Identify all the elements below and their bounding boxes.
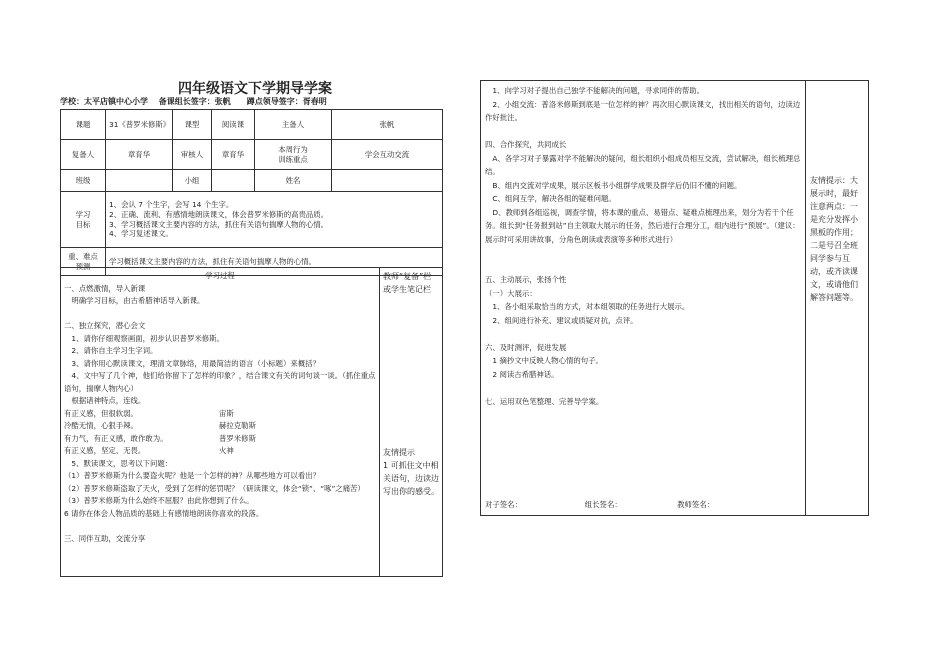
process-line: 5、默读课文，思考以下问题：: [64, 458, 173, 468]
match-right-col: [219, 408, 256, 458]
process-table: [60, 267, 443, 577]
right-line: B、组内交流对学成果，展示区板书小组群学成果及群学后仍旧不懂的问题。: [485, 180, 742, 190]
right-line: 2 阅读古希腊神话。: [485, 369, 559, 379]
cell-reviser: 章育华: [106, 140, 173, 170]
cell-checker: 章育华: [212, 140, 255, 170]
doc-title: 四年级语文下学期导学案: [178, 81, 332, 97]
right-line: [485, 381, 801, 395]
right-line: [485, 260, 801, 274]
right-line: [485, 125, 801, 139]
right-body: [485, 84, 801, 408]
key-points: 学习概括课文主要内容的方法，抓住有关语句揣摩人物的心情。: [106, 248, 443, 276]
tip-text: 1 可抓住文中相关语句，边读边写出你的感受。: [383, 461, 439, 496]
notes-header: 教师“复备”栏或学生笔记栏: [383, 272, 432, 294]
process-line: 1、请你仔细观察画面，初步认识普罗米修斯。: [64, 333, 224, 343]
match-left-item: 有力气，有正义感，敢作敢为。: [64, 433, 168, 443]
process-line: 2、请你自主学习生字词。: [64, 346, 158, 355]
cell-author: 张帆: [332, 110, 443, 140]
cell-focus: 学会互动交流: [332, 140, 443, 170]
notes-column: [380, 268, 443, 577]
cell-topic: 31《普罗米修斯》: [106, 110, 173, 140]
right-line: [485, 246, 801, 260]
right-line: C、组间互学，解决各组的疑难问题。: [485, 194, 616, 203]
process-line: 4、文中写了几个神，他们给你留下了怎样的印象？，结合课文有关的词句谈一谈。（抓住重点语句，揣摩人物内心）: [64, 371, 376, 393]
cell-name: [332, 170, 443, 192]
process-line: 二、独立探究，潜心会文: [64, 321, 146, 330]
key-label: 重、难点 预测: [61, 248, 106, 276]
goals-label: 学习 目标: [61, 192, 106, 248]
right-line: 六、及时测评，促进发展: [485, 342, 567, 352]
process-line: （2）普罗米修斯盗取了天火，受到了怎样的惩罚呢？（研读课文，体会“锁”、“啄”之痛苦）: [64, 483, 365, 493]
cell-author-label: 主备人: [255, 110, 332, 140]
doc-subtitle: 学校：太平店镇中心小学 备课组长签字：张帆 蹲点领导签字：胥春明: [60, 97, 327, 106]
goal-item: 4、学习复述课文。: [109, 229, 173, 239]
cell-group: [212, 170, 255, 192]
process-line: 6 请你在体会人物品质的基础上有感情地朗读你喜欢的段落。: [64, 508, 264, 518]
goal-item: 1、会认 7 个生字，会写 14 个生字。: [109, 199, 234, 209]
right-line: 四、合作探究，共同成长: [485, 140, 567, 149]
right-side-column: [806, 81, 869, 516]
right-line: 1、向学习对子提出自己独学不能解决的问题，寻求同伴的帮助。: [485, 86, 705, 95]
cell-class-label: 班级: [61, 170, 106, 192]
right-line: A、各学习对子暴露对学不能解决的疑问，组长组织小组成员相互交流，尝试解决，组长梳理总结。: [485, 153, 801, 176]
right-line: 五、主动展示，张扬个性: [485, 275, 567, 284]
process-line: 一、点燃激情，导入新课: [64, 283, 146, 293]
goals-list: [106, 192, 443, 248]
right-table: [480, 80, 869, 516]
right-line: 2、小组交流：普洛米修斯到底是一位怎样的神？再次用心默读课文，找出相关的语句，边读边作好批注。: [485, 99, 801, 122]
info-table: [60, 109, 443, 276]
process-line: （3）普罗米修斯为什么始终不屈服？由此你想到了什么。: [64, 496, 254, 505]
process-body: [64, 283, 376, 546]
process-line: 根据诸神特点，连线。: [64, 396, 146, 405]
cell-type: 阅读课: [212, 110, 255, 140]
process-line: 三、同伴互助，交流分享: [64, 533, 146, 543]
goal-item: 2、正确、流利、有感情地朗读课文，体会普罗米修斯的高贵品质。: [109, 209, 329, 219]
match-left-item: 有正义感，坚定、无畏。: [64, 446, 146, 455]
cell-reviser-label: 复备人: [61, 140, 106, 170]
right-line: [485, 327, 801, 341]
right-side-tip: 友情提示：大展示时，最好注意两点：一是充分发挥小黑板的作用；二是号召全班同学参与互动，或齐读课文，或请他们解答问题等。: [810, 176, 858, 302]
process-line: （1）普罗米修斯为什么要盗火呢？他是一个怎样的神？从哪些地方可以看出？: [64, 471, 320, 480]
signature-line: 对子签名： 组长签名： 教师签名：: [485, 499, 715, 509]
cell-class: [106, 170, 173, 192]
match-left-item: 有正义感，但很软弱。: [64, 408, 138, 418]
process-cell: [61, 268, 380, 577]
cell-focus-label: 本周行为 训练重点: [255, 140, 332, 170]
cell-checker-label: 审核人: [173, 140, 212, 170]
right-line: 1、各小组采取恰当的方式，对本组领取的任务进行大展示。: [485, 302, 690, 311]
process-line: [64, 520, 376, 533]
right-line: 1 摘抄文中反映人物心情的句子。: [485, 356, 603, 365]
cell-topic-label: 课题: [61, 110, 106, 140]
tip-title: 友情提示: [383, 448, 415, 457]
goal-item: 3、学习概括课文主要内容的方法，抓住有关语句揣摩人物的心情。: [109, 219, 329, 229]
right-line: 2、组间进行补充、建议或质疑对抗，点评。: [485, 315, 638, 325]
process-line: [64, 308, 376, 321]
right-line: （一）大展示：: [485, 288, 537, 298]
match-right-item: 火神: [219, 446, 234, 455]
match-left-item: 冷酷无情，心狠手辣。: [64, 421, 138, 430]
right-main-cell: [481, 81, 806, 516]
matching-exercise: [64, 408, 376, 458]
right-line: D、教师到各组巡视，调查学情，将本课的重点、易错点、疑难点梳理出来，划分为若干个任务。组长到“任务报到站”自主领取大展示的任务，然后进行合理分工，组内进行“预展”。（建议：展示时可采用讲故事，分角色朗读或表演等多种形式进行）: [485, 207, 800, 244]
process-header: 学习过程: [205, 271, 235, 280]
match-left-col: [64, 408, 219, 458]
cell-type-label: 课型: [173, 110, 212, 140]
cell-name-label: 姓名: [255, 170, 332, 192]
cell-group-label: 小组: [173, 170, 212, 192]
match-right-item: 赫拉克勒斯: [219, 421, 256, 430]
process-line: 明确学习目标，由古希腊神话导入新课。: [64, 296, 205, 305]
process-line: 3、请你用心默读课文，理清文章脉络，用最简洁的语言（小标题）来概括？: [64, 358, 320, 368]
right-line: 七、运用双色笔整理、完善导学案。: [485, 396, 604, 406]
tip-box: [383, 446, 439, 498]
match-right-item: 普罗米修斯: [219, 433, 256, 443]
match-right-item: 宙斯: [219, 408, 234, 418]
